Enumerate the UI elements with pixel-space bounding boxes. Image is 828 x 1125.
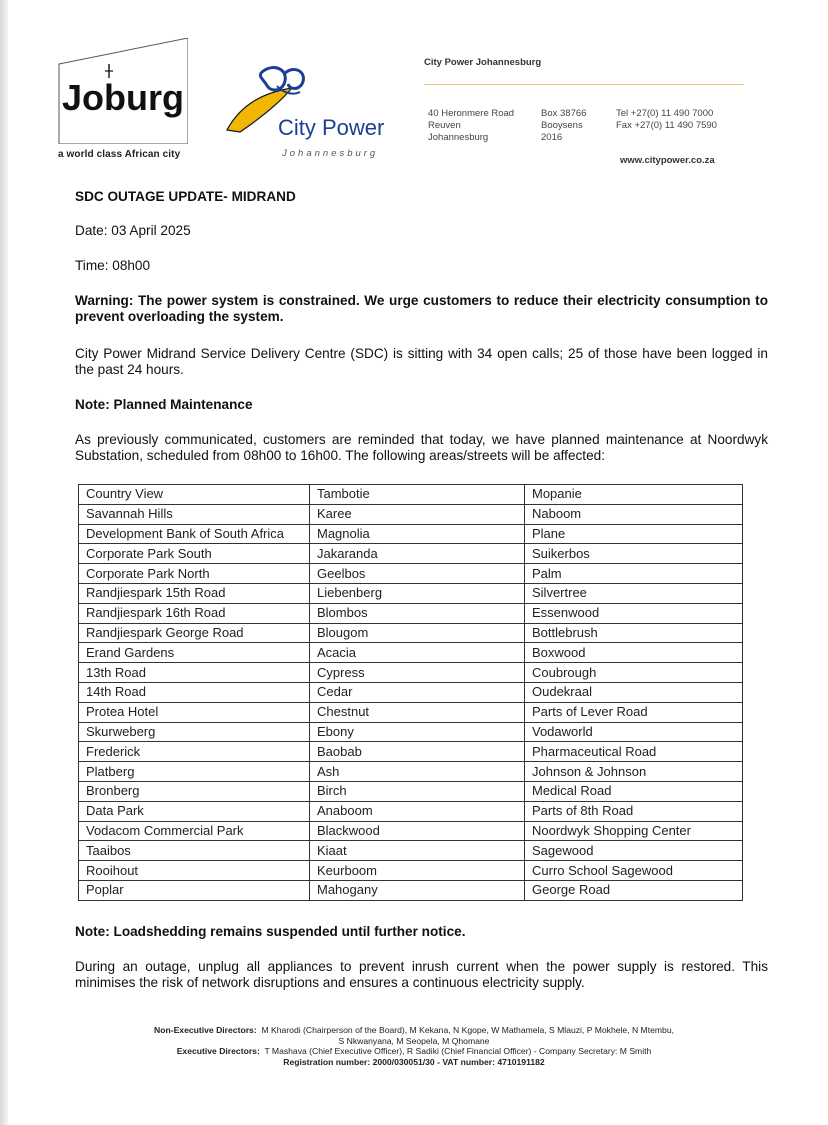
table-row [79,781,743,801]
table-cell: Essenwood [525,603,743,623]
table-cell: Protea Hotel [79,702,310,722]
table-cell: Palm [525,564,743,584]
document-title: SDC OUTAGE UPDATE- MIDRAND [75,189,296,204]
table-cell: Medical Road [525,781,743,801]
maintenance-heading: Note: Planned Maintenance [75,397,253,412]
table-cell: Skurweberg [79,722,310,742]
table-cell: Randjiespark 16th Road [79,603,310,623]
table-row [79,801,743,821]
table-cell: Silvertree [525,583,743,603]
table-cell: Cedar [310,682,525,702]
table-cell: Cypress [310,663,525,683]
table-cell: Parts of 8th Road [525,801,743,821]
table-row [79,544,743,564]
table-row [79,524,743,544]
table-cell: Naboom [525,504,743,524]
table-row [79,623,743,643]
table-cell: Platberg [79,762,310,782]
table-cell: Magnolia [310,524,525,544]
table-cell: Vodacom Commercial Park [79,821,310,841]
table-cell: George Road [525,880,743,900]
website-link[interactable]: www.citypower.co.za [620,155,715,166]
table-cell: Tambotie [310,485,525,505]
exec-label: Executive Directors: [176,1046,260,1056]
table-cell: Frederick [79,742,310,762]
joburg-logo [58,38,188,144]
table-cell: Birch [310,781,525,801]
nonexec-names: M Kharodi (Chairperson of the Board), M Kekana, N Kgope, W Mathamela, S Mlauzi, P Mokhele, N Mtembu, [261,1025,674,1035]
table-cell: Suikerbos [525,544,743,564]
table-cell: Jakaranda [310,544,525,564]
loadshedding-note: Note: Loadshedding remains suspended until further notice. [75,924,466,939]
table-cell: Bottlebrush [525,623,743,643]
table-row [79,504,743,524]
table-cell: Corporate Park North [79,564,310,584]
table-cell: Geelbos [310,564,525,584]
table-cell: Ash [310,762,525,782]
table-cell: Randjiespark George Road [79,623,310,643]
table-row [79,880,743,900]
table-row [79,583,743,603]
table-cell: Karee [310,504,525,524]
table-cell: Johnson & Johnson [525,762,743,782]
open-calls-paragraph: City Power Midrand Service Delivery Centre (SDC) is sitting with 34 open calls; 25 of those have been logged in the past 24 hours. [75,346,768,377]
time-line: Time: 08h00 [75,258,151,273]
registration-line: Registration number: 2000/030051/30 - VAT number: 4710191182 [283,1056,545,1067]
table-cell: Pharmaceutical Road [525,742,743,762]
table-cell: Chestnut [310,702,525,722]
table-cell: Data Park [79,801,310,821]
nonexec-names-cont: S Nkwanyana, M Seopela, M Qhomane [338,1035,490,1046]
footer-directors [0,1025,828,1067]
table-cell: Blackwood [310,821,525,841]
table-row [79,564,743,584]
table-cell: Rooihout [79,861,310,881]
table-cell: Savannah Hills [79,504,310,524]
org-name: City Power Johannesburg [424,57,542,68]
date-line: Date: 03 April 2025 [75,223,191,238]
table-row [79,643,743,663]
table-cell: Curro School Sagewood [525,861,743,881]
city-power-logo-subtext: Johannesburg [282,148,379,159]
exec-names: T Mashava (Chief Executive Officer), R Sadiki (Chief Financial Officer) - Company Secretary: M Smith [264,1046,652,1056]
table-cell: Blougom [310,623,525,643]
table-cell: Noordwyk Shopping Center [525,821,743,841]
table-cell: Bronberg [79,781,310,801]
table-cell: Baobab [310,742,525,762]
table-cell: Liebenberg [310,583,525,603]
table-cell: Randjiespark 15th Road [79,583,310,603]
postal-box: Box 38766 Booysens 2016 [541,108,587,143]
table-cell: Blombos [310,603,525,623]
table-row [79,722,743,742]
street-address: 40 Heronmere Road Reuven Johannesburg [428,108,515,143]
table-cell: Plane [525,524,743,544]
table-cell: 13th Road [79,663,310,683]
table-cell: Ebony [310,722,525,742]
table-cell: 14th Road [79,682,310,702]
table-row [79,682,743,702]
table-row [79,485,743,505]
nonexec-label: Non-Executive Directors: [154,1025,257,1035]
warning-paragraph: Warning: The power system is constrained. We urge customers to reduce their electricity consumption to prevent overloading the system. [75,293,768,324]
table-cell: Taaibos [79,841,310,861]
table-row [79,821,743,841]
table-cell: Parts of Lever Road [525,702,743,722]
maintenance-paragraph: As previously communicated, customers are reminded that today, we have planned maintenance at Noordwyk Substation, scheduled from 08h00 to 16h00. The following areas/streets will be affected: [75,432,768,463]
table-cell: Oudekraal [525,682,743,702]
joburg-tagline: a world class African city [58,149,181,160]
table-row [79,603,743,623]
table-cell: Sagewood [525,841,743,861]
affected-areas-table [78,484,743,901]
phone-numbers: Tel +27(0) 11 490 7000 Fax +27(0) 11 490 7590 [616,108,717,131]
page-shadow [0,0,8,1125]
header-divider [424,84,744,85]
table-cell: Mahogany [310,880,525,900]
table-cell: Vodaworld [525,722,743,742]
city-power-logo [222,62,408,162]
table-cell: Corporate Park South [79,544,310,564]
table-cell: Anaboom [310,801,525,821]
table-cell: Country View [79,485,310,505]
city-power-logo-text: City Power [278,115,385,140]
table-cell: Acacia [310,643,525,663]
table-row [79,742,743,762]
table-cell: Keurboom [310,861,525,881]
table-cell: Mopanie [525,485,743,505]
table-row [79,762,743,782]
table-cell: Erand Gardens [79,643,310,663]
closing-paragraph: During an outage, unplug all appliances to prevent inrush current when the power supply is restored. This minimises the risk of network disruptions and ensures a continuous electricity supply. [75,959,768,990]
table-row [79,702,743,722]
table-row [79,841,743,861]
joburg-logo-text: Joburg [62,77,184,118]
table-cell: Poplar [79,880,310,900]
table-cell: Boxwood [525,643,743,663]
table-row [79,861,743,881]
table-row [79,663,743,683]
table-cell: Kiaat [310,841,525,861]
table-cell: Coubrough [525,663,743,683]
table-cell: Development Bank of South Africa [79,524,310,544]
